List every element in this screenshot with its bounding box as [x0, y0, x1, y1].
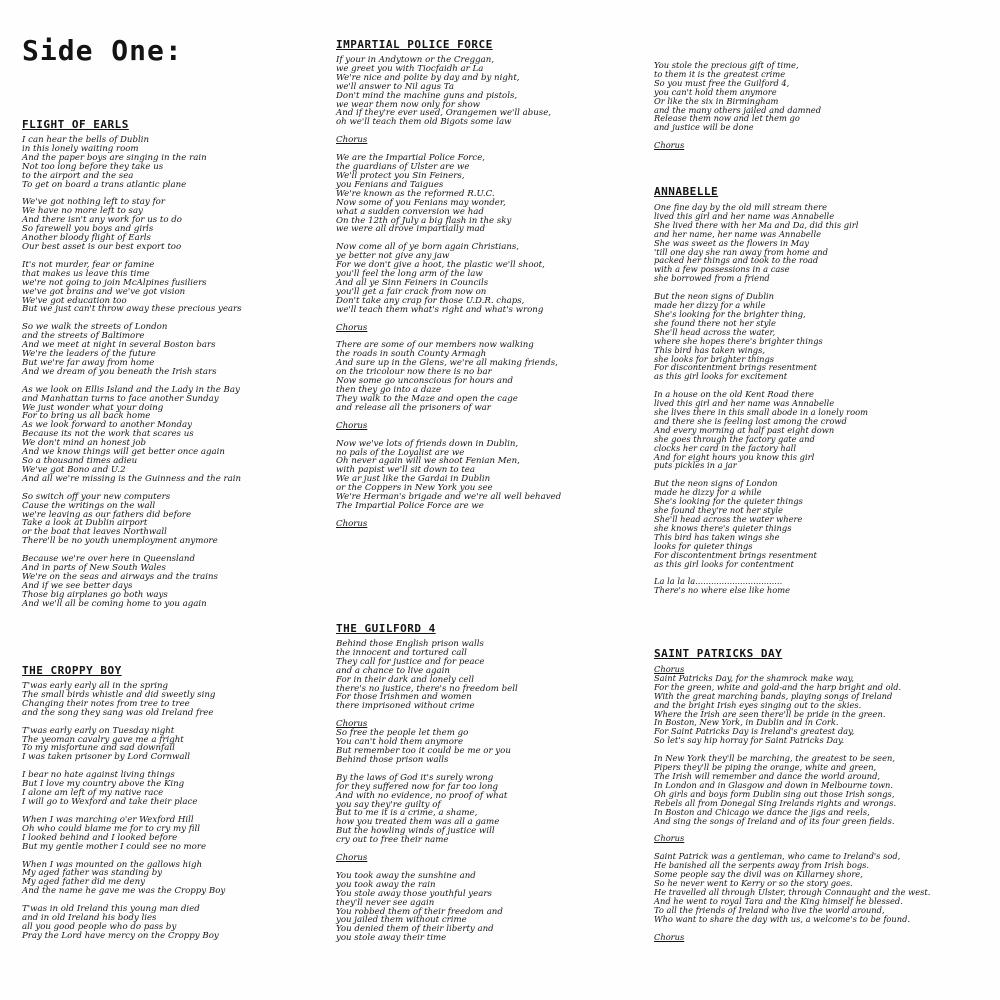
lyric-line: cry out to free their name: [336, 835, 449, 846]
lyric-line: Cause the writings on the wall: [22, 500, 156, 511]
lyrics: [654, 61, 994, 150]
lyric-line: She'll head across the water,: [654, 326, 776, 337]
lyric-line: Release them now and let them go: [654, 113, 800, 124]
lyric-line: Some people say the divil was on Killarney shore,: [654, 869, 863, 880]
lyric-line: to them it is the greatest crime: [654, 68, 786, 79]
lyric-line: Not too long before they take us: [22, 161, 164, 172]
lyric-line: The Impartial Police Force are we: [336, 500, 484, 511]
lyric-line: We'll protect you Sin Feiners,: [336, 170, 465, 181]
lyric-line: For discontentment brings resentment: [654, 549, 817, 560]
lyric-line: When I was marching o'er Wexford Hill: [22, 814, 194, 825]
lyric-line: In Boston and Chicago we dance the jigs and reels,: [654, 806, 870, 817]
lyric-line: But the howling winds of justice will: [336, 826, 495, 837]
lyric-line: Pipers they'll be piping the orange, white and green,: [654, 762, 877, 773]
lyric-line: We're known as the reformed R.U.C.: [336, 188, 495, 199]
lyric-line: We don't mind an honest job: [22, 438, 147, 449]
lyric-line: And he went to royal Tara and the King himself he blessed.: [654, 895, 903, 906]
lyric-line: To my misfortune and sad downfall: [22, 743, 175, 754]
lyric-line: For the green, white and gold-and the harp bright and old.: [654, 681, 902, 692]
lyric-line: To all the friends of Ireland who live the world around,: [654, 904, 885, 915]
lyric-line: we'll teach them what's right and what's wrong: [336, 304, 544, 315]
lyric-line: And there isn't any work for us to do: [22, 215, 182, 226]
lyric-line: I can hear the bells of Dublin: [22, 135, 149, 145]
lyric-line: Who want to share the day with us, a welcome's to be found.: [654, 913, 911, 924]
lyric-line: She's looking for the brighter thing,: [654, 308, 806, 319]
lyrics: [22, 682, 332, 941]
song-title: SAINT PATRICKS DAY: [654, 647, 783, 660]
lyric-line: And the name he gave me was the Croppy Boy: [22, 886, 226, 897]
lyric-line: oh we'll teach them old Bigots some law: [336, 117, 512, 128]
stanza-gap: [654, 924, 994, 933]
lyric-line: Rebels all from Donegal Sing Irelands rights and wrongs.: [654, 797, 897, 808]
lyric-line: La la la la.................................: [654, 576, 783, 587]
stanza-gap: [654, 132, 994, 141]
stanza-gap: [336, 845, 646, 854]
lyric-line: For we don't give a hoot, the plastic we'll shoot,: [336, 260, 545, 271]
lyric-line: But we're far away from home: [22, 357, 155, 368]
lyric-line: But to me it is a crime, a shame,: [336, 808, 478, 819]
lyric-line: she found there not her style: [654, 317, 776, 328]
lyric-line: Saint Patrick was a gentleman, who came to Ireland's sod,: [654, 851, 901, 862]
lyric-line: as this girl looks for excitement: [654, 371, 788, 382]
lyric-line: And for eight hours you know this girl: [654, 451, 815, 462]
lyric-line: you stole away their time: [336, 933, 447, 944]
lyric-line: and the streets of Baltimore: [22, 331, 145, 342]
lyric-line: He banished all the serpents away from Irish bogs.: [654, 860, 870, 871]
lyrics: [654, 665, 994, 941]
lyric-line: They walk to the Maze and open the cage: [336, 393, 518, 404]
stanza-gap: [336, 127, 646, 136]
lyric-line: She's looking for the quieter things: [654, 496, 803, 507]
lyric-line: My aged father did me deny: [22, 877, 145, 888]
lyric-line: Or like the six in Birmingham: [654, 95, 779, 106]
song-the-croppy-boy: [22, 664, 332, 941]
lyric-line: with a few possessions in a case: [654, 264, 790, 275]
lyric-line: and a chance to live again: [336, 665, 450, 676]
lyric-line: To get on board a trans atlantic plane: [22, 179, 187, 190]
lyric-line: We're nice and polite by day and by night,: [336, 72, 520, 83]
lyric-line: puts pickles in a jar: [654, 460, 737, 471]
lyric-line: T'was in old Ireland this young man died: [22, 904, 200, 915]
lyric-line: we'll answer to Nil agus Ta: [336, 81, 454, 92]
lyric-line: And the paper boys are singing in the rain: [22, 152, 207, 163]
lyric-line: For discontentment brings resentment: [654, 362, 817, 373]
chorus-label: Chorus: [336, 322, 368, 333]
lyric-line: she found they're not her style: [654, 505, 783, 516]
lyric-line: we're leaving as our fathers did before: [22, 509, 192, 520]
lyric-line: For in their dark and lonely cell: [336, 674, 475, 685]
lyric-line: She was sweet as the flowers in May: [654, 237, 809, 248]
stanza-gap: [654, 825, 994, 834]
lyric-line: By the laws of God it's surely wrong: [336, 772, 494, 783]
song-impartial-police-force: [336, 38, 646, 529]
lyric-line: You can't hold them anymore: [336, 737, 464, 748]
lyric-line: And we dream of you beneath the Irish stars: [22, 366, 217, 377]
lyric-line: Another bloody flight of Earls: [22, 233, 151, 244]
lyric-line: Now some of you Fenians may wonder,: [336, 197, 506, 208]
lyric-line: she lives there in this small abode in a lonely room: [654, 407, 868, 418]
lyric-line: And sing the songs of Ireland and of its four green fields.: [654, 815, 895, 826]
lyric-line: no pals of the Loyalist are we: [336, 447, 465, 458]
lyric-line: there imprisoned without crime: [336, 701, 475, 712]
lyric-line: And every morning at half past eight down: [654, 424, 835, 435]
lyric-line: Where the Irish are seen there'll be pride in the green.: [654, 708, 886, 719]
lyric-line: So you must free the Guilford 4,: [654, 77, 790, 88]
lyric-line: We're the leaders of the future: [22, 349, 156, 360]
lyric-line: or the Coppers in New York you see: [336, 483, 493, 494]
lyric-line: Oh girls and boys form Dublin sing out those Irish songs,: [654, 788, 895, 799]
lyric-line: what a sudden conversion we had: [336, 206, 484, 217]
lyric-line: you jailed them without crime: [336, 915, 467, 926]
lyric-line: there's no justice, there's no freedom bell: [336, 683, 518, 694]
lyric-line: Now some go unconscious for hours and: [336, 376, 513, 387]
lyric-line: When I was mounted on the gallows high: [22, 859, 202, 870]
lyric-line: I looked behind and I looked before: [22, 832, 178, 843]
lyric-line: This bird has taken wings she: [654, 531, 780, 542]
lyric-line: she looks for brighter things: [654, 353, 775, 364]
lyric-line: One fine day by the old mill stream there: [654, 202, 828, 212]
lyric-line: and the song they sang was old Ireland free: [22, 707, 214, 718]
lyric-line: you took away the rain: [336, 879, 436, 890]
lyric-line: and release all the prisoners of war: [336, 402, 491, 413]
lyric-line: And with no evidence, no proof of what: [336, 790, 508, 801]
lyric-line: If your in Andytown or the Creggan,: [336, 55, 495, 65]
lyric-line: We've got nothing left to stay for: [22, 197, 165, 208]
lyric-line: and Manhattan turns to face another Sunday: [22, 393, 219, 404]
lyric-line: T'was early early all in the spring: [22, 681, 168, 691]
lyric-line: We ar just like the Gardai in Dublin: [336, 474, 491, 485]
chorus-label: Chorus: [654, 140, 685, 151]
lyric-line: and justice will be done: [654, 122, 754, 133]
lyric-line: lived this girl and her name was Annabelle: [654, 398, 835, 409]
song-title: FLIGHT OF EARLS: [22, 118, 129, 131]
lyric-line: all you good people who do pass by: [22, 921, 177, 932]
lyric-line: Behind those prison walls: [336, 754, 449, 765]
lyric-line: And all ye Sinn Feiners in Councils: [336, 277, 489, 288]
lyrics: [336, 56, 646, 529]
song-title: THE CROPPY BOY: [22, 664, 122, 677]
lyric-line: they'll never see again: [336, 897, 435, 908]
lyric-line: Changing their notes from tree to tree: [22, 698, 190, 709]
lyric-line: And in parts of New South Wales: [22, 563, 166, 574]
lyric-line: There's no where else like home: [654, 585, 791, 596]
song-guilford-4-continued: [654, 61, 994, 150]
lyric-line: We are the Impartial Police Force,: [336, 153, 486, 164]
lyric-line: to the airport and the sea: [22, 170, 134, 181]
song-the-guilford-4: [336, 622, 646, 943]
lyric-line: And we meet at night in several Boston bars: [22, 340, 216, 351]
lyric-line: As we look on Ellis Island and the Lady in the Bay: [22, 384, 240, 395]
lyric-line: They call for justice and for peace: [336, 656, 485, 667]
lyric-line: But I love my country above the King: [22, 779, 185, 790]
lyric-line: that makes us leave this time: [22, 268, 150, 279]
lyric-line: We're on the seas and airways and the trains: [22, 571, 218, 582]
lyric-line: on the tricolour now there is no bar: [336, 367, 492, 378]
lyric-line: On the 12th of July a big flash in the sky: [336, 215, 512, 226]
lyric-line: So free the people let them go: [336, 728, 469, 739]
lyric-line: and the bright Irish eyes singing out to the skies.: [654, 699, 862, 710]
lyric-line: she borrowed from a friend: [654, 273, 770, 284]
lyric-line: We've got Bono and U.2: [22, 464, 126, 475]
lyric-line: looks for quieter things: [654, 540, 753, 551]
lyric-line: The small birds whistle and did sweetly sing: [22, 689, 216, 700]
lyric-line: For to bring us all back home: [22, 411, 151, 422]
lyric-line: But remember too it could be me or you: [336, 745, 511, 756]
lyric-line: In a house on the old Kent Road there: [654, 389, 814, 400]
lyric-line: We've got education too: [22, 295, 127, 306]
lyric-line: 'till one day she ran away from home and: [654, 246, 828, 257]
lyric-line: This bird has taken wings,: [654, 344, 765, 355]
lyric-line: We just wonder what your doing: [22, 402, 164, 413]
lyric-line: Oh who could blame me for to cry my fill: [22, 823, 200, 834]
lyric-line: But the neon signs of Dublin: [654, 291, 774, 302]
song-flight-of-earls: [22, 118, 332, 609]
lyric-line: For those Irishmen and women: [336, 692, 472, 703]
lyric-line: She'll head across the water where: [654, 514, 803, 524]
lyric-line: made her dizzy for a while: [654, 300, 766, 311]
chorus-label: Chorus: [336, 135, 368, 146]
lyric-line: Because its not the work that scares us: [22, 429, 194, 440]
lyric-line: we greet you with Tiocfaidh ar La: [336, 63, 484, 74]
lyric-line: And if they're ever used, Orangemen we'll abuse,: [336, 108, 552, 119]
lyric-line: and her name, her name was Annabelle: [654, 228, 822, 239]
chorus-label: Chorus: [336, 420, 368, 431]
lyric-line: we're not going to join McAlpines fusiliers: [22, 277, 207, 288]
lyric-line: and there she is feeling lost among the crowd: [654, 415, 847, 426]
chorus-label: Chorus: [336, 719, 368, 730]
lyric-line: the innocent and tortured call: [336, 647, 467, 658]
lyric-line: ye better not give any jaw: [336, 251, 450, 262]
lyric-line: you'll feel the long arm of the law: [336, 269, 483, 280]
lyric-line: she goes through the factory gate and: [654, 433, 815, 444]
lyric-line: in this lonely waiting room: [22, 143, 139, 154]
lyric-line: The Irish will remember and dance the world around,: [654, 770, 881, 781]
chorus-label: Chorus: [654, 931, 685, 942]
lyric-line: I bear no hate against living things: [22, 770, 175, 781]
lyric-line: My aged father was standing by: [22, 868, 163, 879]
lyric-line: we've got brains and we've got vision: [22, 286, 186, 297]
lyric-line: So we walk the streets of London: [22, 322, 168, 333]
lyric-line: We have no more left to say: [22, 206, 143, 217]
lyric-line: You stole away those youthful years: [336, 888, 492, 899]
chorus-label: Chorus: [654, 664, 685, 674]
lyric-line: You took away the sunshine and: [336, 870, 476, 881]
lyric-line: Don't take any crap for those U.D.R. chaps,: [336, 295, 525, 306]
lyric-line: Those big airplanes go both ways: [22, 589, 168, 600]
lyric-line: with papist we'll sit down to tea: [336, 465, 475, 476]
lyric-line: She lived there with her Ma and Da, did this girl: [654, 219, 859, 230]
stanza-gap: [336, 511, 646, 520]
lyric-line: So a thousand times adieu: [22, 456, 138, 466]
song-annabelle: [654, 185, 994, 595]
lyric-line: So switch off your new computers: [22, 491, 171, 502]
lyric-line: So he never went to Kerry or so the story goes.: [654, 878, 853, 889]
lyric-line: With the great marching bands, playing songs of Ireland: [654, 690, 893, 701]
lyric-line: you can't hold them anymore: [654, 86, 777, 97]
lyric-line: And if we see better days: [22, 580, 133, 591]
lyric-line: Oh never again will we shoot Fenian Men,: [336, 456, 520, 467]
chorus-label: Chorus: [336, 518, 368, 529]
lyric-line: you say they're guilty of: [336, 799, 441, 810]
lyric-line: and the many others jailed and damned: [654, 104, 822, 115]
stanza-gap: [336, 315, 646, 324]
lyric-line: Take a look at Dublin airport: [22, 518, 148, 529]
lyric-line: and in old Ireland his body lies: [22, 913, 157, 924]
lyrics: [22, 136, 332, 609]
lyric-line: how you treated them was all a game: [336, 817, 500, 828]
lyric-line: Pray the Lord have mercy on the Croppy Boy: [22, 930, 219, 941]
lyric-line: for they suffered now for far too long: [336, 781, 499, 792]
lyric-line: And we'll all be coming home to you again: [22, 598, 207, 609]
lyric-line: There'll be no youth unemployment anymore: [22, 536, 218, 547]
lyrics: [336, 640, 646, 943]
lyric-line: then they go into a daze: [336, 385, 442, 395]
song-title: IMPARTIAL POLICE FORCE: [336, 38, 493, 51]
lyric-line: I was taken prisoner by Lord Cornwall: [22, 752, 190, 763]
lyric-line: In London and in Glasgow and down in Melbourne town.: [654, 779, 894, 790]
lyric-line: Don't mind the machine guns and pistols,: [336, 90, 518, 101]
lyric-line: As we look forward to another Monday: [22, 420, 192, 431]
stanza-gap: [336, 413, 646, 422]
lyric-line: Now we've lots of friends down in Dublin,: [336, 438, 519, 449]
lyric-line: I alone am left of my native race: [22, 788, 164, 799]
lyric-line: Behind those English prison walls: [336, 639, 484, 649]
chorus-label: Chorus: [336, 853, 368, 864]
lyric-line: T'was early early on Tuesday night: [22, 725, 175, 736]
lyric-line: clocks her card in the factory hall: [654, 442, 796, 453]
lyric-line: lived this girl and her name was Annabelle: [654, 210, 835, 221]
lyric-line: you Fenians and Taigues: [336, 179, 444, 190]
lyric-line: Our best asset is our best export too: [22, 241, 182, 252]
lyric-line: There are some of our members now walking: [336, 340, 534, 351]
lyric-line: you'll get a fair crack from now on: [336, 286, 487, 297]
lyric-line: packed her things and took to the road: [654, 255, 819, 266]
song-saint-patricks-day: [654, 647, 994, 941]
stanza-gap: [336, 711, 646, 720]
lyric-line: You stole the precious gift of time,: [654, 60, 799, 70]
lyric-line: He travelled all through Ulster, through Connaught and the west.: [654, 886, 931, 897]
lyric-line: And all we're missing is the Guinness and the rain: [22, 473, 242, 484]
lyric-line: Now come all of ye born again Christians,: [336, 242, 520, 253]
lyric-line: or the boat that leaves Northwall: [22, 527, 167, 538]
lyric-line: We're Herman's brigade and we're all well behaved: [336, 492, 562, 503]
lyric-line: But the neon signs of London: [654, 478, 778, 489]
lyric-line: Because we're over here in Queensland: [22, 554, 195, 565]
lyric-line: In New York they'll be marching, the greatest to be seen,: [654, 753, 895, 764]
lyric-line: as this girl looks for contentment: [654, 558, 794, 569]
lyric-line: And we know things will get better once again: [22, 447, 225, 458]
chorus-label: Chorus: [654, 833, 685, 844]
lyric-line: It's not murder, fear or famine: [22, 259, 155, 270]
song-title: ANNABELLE: [654, 185, 719, 198]
lyric-line: You robbed them of their freedom and: [336, 906, 503, 917]
lyric-line: The yeoman cavalry gave me a fright: [22, 734, 184, 745]
lyric-line: In Boston, New York, in Dublin and in Cork.: [654, 717, 839, 728]
lyrics: [654, 203, 994, 595]
side-heading: Side One:: [22, 34, 183, 67]
lyric-line: So farewell you boys and girls: [22, 224, 154, 235]
lyric-line: But we just can't throw away these precious years: [22, 304, 242, 315]
lyric-line: But my gentle mother I could see no more: [22, 841, 207, 852]
song-title: THE GUILFORD 4: [336, 622, 436, 635]
lyric-line: For Saint Patricks Day is Ireland's greatest day,: [654, 726, 855, 737]
lyric-line: I will go to Wexford and take their place: [22, 796, 198, 807]
lyric-line: where she hopes there's brighter things: [654, 335, 823, 346]
lyric-line: the guardians of Ulster are we: [336, 162, 470, 173]
lyric-line: she knows there's quieter things: [654, 522, 792, 533]
lyric-line: made he dizzy for a while: [654, 487, 762, 498]
lyric-line: So let's say hip horray for Saint Patricks Day.: [654, 735, 845, 746]
lyric-line: You denied them of their liberty and: [336, 924, 494, 935]
lyric-line: Saint Patricks Day, for the shamrock make way,: [654, 672, 854, 683]
lyric-line: we were all drove impartially mad: [336, 224, 486, 235]
lyric-line: the roads in south County Armagh: [336, 349, 487, 360]
lyric-line: we wear them now only for show: [336, 99, 481, 110]
lyric-line: And sure up in the Glens, we're all making friends,: [336, 358, 558, 369]
